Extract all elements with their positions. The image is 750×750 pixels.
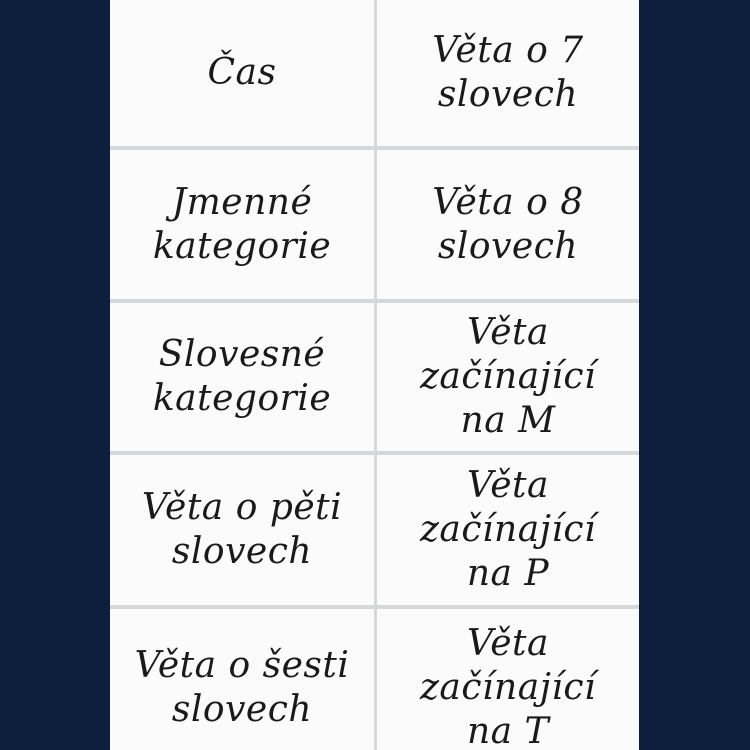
card-board — [110, 0, 639, 750]
card-slovesne-kategorie[interactable] — [110, 303, 374, 451]
card-label: Věta začínající na P — [419, 465, 597, 594]
card-veta-o-peti-slovech[interactable] — [110, 455, 374, 605]
card-label: Věta začínající na T — [419, 622, 597, 750]
card-label: Čas — [207, 52, 277, 93]
card-veta-zacinajici-na-m[interactable] — [377, 303, 639, 451]
card-grid — [110, 0, 639, 750]
card-veta-zacinajici-na-p[interactable] — [377, 455, 639, 605]
card-jmenne-kategorie[interactable] — [110, 150, 374, 299]
card-veta-o-8-slovech[interactable] — [377, 150, 639, 299]
card-label: Věta o 7 slovech — [432, 30, 584, 115]
card-cas[interactable] — [110, 0, 374, 146]
card-label: Věta začínající na M — [419, 312, 597, 441]
card-label: Jmenné kategorie — [152, 181, 332, 267]
card-label: Věta o 8 slovech — [432, 181, 584, 267]
card-label: Věta o pěti slovech — [141, 487, 343, 572]
card-label: Věta o šesti slovech — [134, 644, 350, 730]
card-veta-o-sesti-slovech[interactable] — [110, 609, 374, 750]
card-label: Slovesné kategorie — [152, 334, 332, 419]
card-veta-o-7-slovech[interactable] — [377, 0, 639, 146]
card-veta-zacinajici-na-t[interactable] — [377, 609, 639, 750]
